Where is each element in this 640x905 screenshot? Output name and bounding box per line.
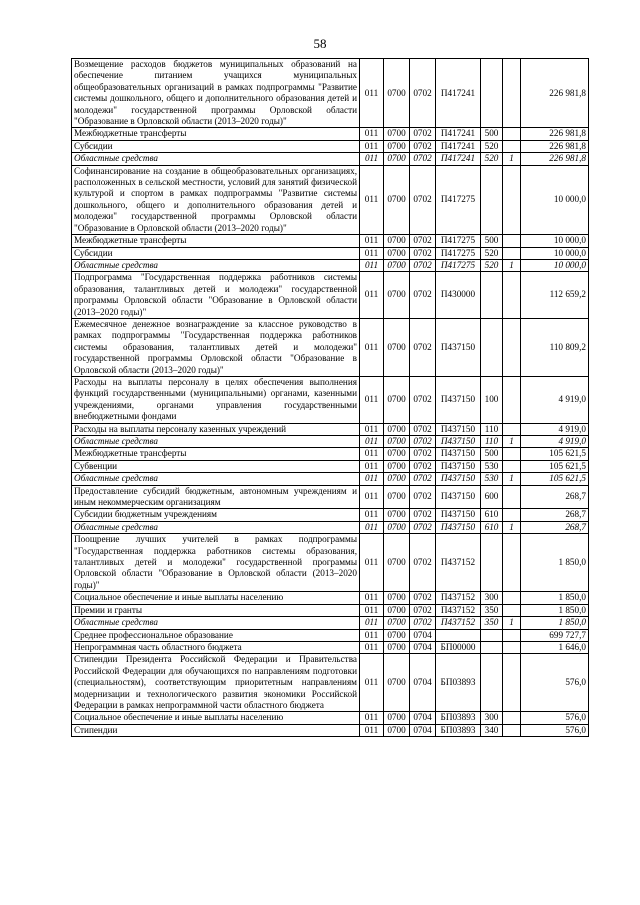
row-target-code: П417241 [436, 140, 481, 152]
table-row [72, 604, 589, 616]
row-name: Межбюджетные трансферты [72, 235, 360, 247]
row-section-code: 0700 [384, 318, 410, 376]
row-name: Областные средства [72, 259, 360, 271]
row-subsection-code: 0702 [410, 423, 436, 435]
row-target-code: П437152 [436, 534, 481, 592]
row-section-code: 0700 [384, 712, 410, 724]
row-subsection-code: 0702 [410, 165, 436, 234]
row-name: Расходы на выплаты персоналу в целях обеспечения выполнения функций государственными (муниципальными) органами, казенными учреждениями, органами управления государственными внебюджетными фондами [72, 376, 360, 423]
row-section-code: 0700 [384, 604, 410, 616]
row-subsection-code: 0704 [410, 654, 436, 712]
row-target-code: П437150 [436, 423, 481, 435]
row-sub-element-code [503, 165, 521, 234]
row-grbs-code: 011 [360, 460, 384, 472]
row-subsection-code: 0704 [410, 629, 436, 641]
row-target-code: П437150 [436, 376, 481, 423]
row-target-code: П417275 [436, 259, 481, 271]
row-sub-element-code [503, 509, 521, 521]
row-amount: 226 981,8 [521, 128, 589, 140]
row-sub-element-code [503, 534, 521, 592]
row-subsection-code: 0702 [410, 272, 436, 319]
row-target-code [436, 629, 481, 641]
row-expense-type-code: 530 [481, 473, 503, 485]
table-row [72, 128, 589, 140]
row-subsection-code: 0702 [410, 509, 436, 521]
row-expense-type-code: 520 [481, 259, 503, 271]
row-target-code: П417241 [436, 59, 481, 128]
row-subsection-code: 0702 [410, 59, 436, 128]
table-row [72, 259, 589, 271]
row-expense-type-code: 300 [481, 592, 503, 604]
row-expense-type-code: 100 [481, 376, 503, 423]
row-name: Межбюджетные трансферты [72, 128, 360, 140]
row-subsection-code: 0702 [410, 521, 436, 533]
table-row [72, 592, 589, 604]
table-row [72, 165, 589, 234]
row-target-code: П437152 [436, 617, 481, 629]
row-name: Социальное обеспечение и иные выплаты населению [72, 712, 360, 724]
row-amount: 10 000,0 [521, 259, 589, 271]
table-row [72, 460, 589, 472]
row-name: Стипендии [72, 724, 360, 736]
row-section-code: 0700 [384, 592, 410, 604]
table-row [72, 473, 589, 485]
row-subsection-code: 0702 [410, 448, 436, 460]
row-target-code: П437150 [436, 448, 481, 460]
row-section-code: 0700 [384, 641, 410, 653]
table-row [72, 521, 589, 533]
row-grbs-code: 011 [360, 641, 384, 653]
row-name: Непрограммная часть областного бюджета [72, 641, 360, 653]
row-section-code: 0700 [384, 153, 410, 165]
row-target-code: БП03893 [436, 724, 481, 736]
row-amount: 105 621,5 [521, 448, 589, 460]
row-target-code: П437152 [436, 592, 481, 604]
row-grbs-code: 011 [360, 592, 384, 604]
row-section-code: 0700 [384, 235, 410, 247]
row-expense-type-code [481, 641, 503, 653]
table-row [72, 153, 589, 165]
page-number: 58 [313, 36, 327, 51]
row-sub-element-code [503, 448, 521, 460]
row-subsection-code: 0702 [410, 617, 436, 629]
row-sub-element-code [503, 140, 521, 152]
row-grbs-code: 011 [360, 509, 384, 521]
row-subsection-code: 0702 [410, 128, 436, 140]
row-amount: 1 850,0 [521, 604, 589, 616]
row-amount: 226 981,8 [521, 59, 589, 128]
row-section-code: 0700 [384, 724, 410, 736]
row-expense-type-code: 520 [481, 247, 503, 259]
row-name: Межбюджетные трансферты [72, 448, 360, 460]
row-amount: 10 000,0 [521, 247, 589, 259]
row-section-code: 0700 [384, 59, 410, 128]
row-name: Подпрограмма "Государственная поддержка работников системы образования, талантливых детей и молодежи" государственной программы Орловской области "Образование в Орловской области (2013–2020 годы)" [72, 272, 360, 319]
row-section-code: 0700 [384, 259, 410, 271]
row-subsection-code: 0702 [410, 140, 436, 152]
row-target-code: П417241 [436, 128, 481, 140]
row-grbs-code: 011 [360, 59, 384, 128]
row-sub-element-code: 1 [503, 153, 521, 165]
row-grbs-code: 011 [360, 423, 384, 435]
budget-table [71, 58, 589, 737]
row-section-code: 0700 [384, 485, 410, 509]
row-name: Возмещение расходов бюджетов муниципальных образований на обеспечение питанием учащихся муниципальных общеобразовательных организаций в рамках подпрограммы "Развитие системы дошкольного, общего и дополнительного образования детей и молодежи" государственной программы Орловской области "Образование в Орловской области (2013–2020 годы)" [72, 59, 360, 128]
row-name: Социальное обеспечение и иные выплаты населению [72, 592, 360, 604]
row-name: Поощрение лучших учителей в рамках подпрограммы "Государственная поддержка работников системы образования, талантливых детей и молодежи" государственной программы Орловской области "Образование в Орловской области (2013–2020 годы)" [72, 534, 360, 592]
row-subsection-code: 0702 [410, 318, 436, 376]
row-amount: 105 621,5 [521, 460, 589, 472]
row-amount: 4 919,0 [521, 376, 589, 423]
row-section-code: 0700 [384, 460, 410, 472]
row-section-code: 0700 [384, 521, 410, 533]
row-target-code: П430000 [436, 272, 481, 319]
table-row [72, 272, 589, 319]
row-target-code: П417241 [436, 153, 481, 165]
row-grbs-code: 011 [360, 436, 384, 448]
table-row [72, 448, 589, 460]
row-amount: 1 850,0 [521, 592, 589, 604]
row-target-code: БП00000 [436, 641, 481, 653]
row-section-code: 0700 [384, 534, 410, 592]
row-expense-type-code [481, 629, 503, 641]
row-grbs-code: 011 [360, 604, 384, 616]
row-section-code: 0700 [384, 423, 410, 435]
row-expense-type-code [481, 534, 503, 592]
row-grbs-code: 011 [360, 448, 384, 460]
row-expense-type-code: 610 [481, 509, 503, 521]
row-section-code: 0700 [384, 272, 410, 319]
row-grbs-code: 011 [360, 165, 384, 234]
row-grbs-code: 011 [360, 318, 384, 376]
row-grbs-code: 011 [360, 259, 384, 271]
row-subsection-code: 0702 [410, 485, 436, 509]
row-subsection-code: 0704 [410, 641, 436, 653]
row-expense-type-code: 110 [481, 436, 503, 448]
row-subsection-code: 0702 [410, 436, 436, 448]
row-section-code: 0700 [384, 436, 410, 448]
row-section-code: 0700 [384, 376, 410, 423]
row-name: Премии и гранты [72, 604, 360, 616]
row-name: Субсидии бюджетным учреждениям [72, 509, 360, 521]
row-expense-type-code: 600 [481, 485, 503, 509]
row-amount: 1 850,0 [521, 617, 589, 629]
row-sub-element-code [503, 629, 521, 641]
row-subsection-code: 0702 [410, 592, 436, 604]
row-sub-element-code [503, 724, 521, 736]
row-target-code: П417275 [436, 165, 481, 234]
row-sub-element-code [503, 592, 521, 604]
row-section-code: 0700 [384, 617, 410, 629]
row-subsection-code: 0702 [410, 259, 436, 271]
row-grbs-code: 011 [360, 534, 384, 592]
row-grbs-code: 011 [360, 140, 384, 152]
row-grbs-code: 011 [360, 724, 384, 736]
row-target-code: П417275 [436, 235, 481, 247]
row-subsection-code: 0702 [410, 376, 436, 423]
row-sub-element-code: 1 [503, 436, 521, 448]
row-name: Ежемесячное денежное вознаграждение за классное руководство в рамках подпрограммы "Государственная поддержка работников системы образования, талантливых детей и молодежи" государственной программы Орловской области "Образование в Орловской области (2013–2020 годы)" [72, 318, 360, 376]
table-row [72, 423, 589, 435]
table-row [72, 318, 589, 376]
row-sub-element-code: 1 [503, 617, 521, 629]
row-grbs-code: 011 [360, 485, 384, 509]
row-amount: 10 000,0 [521, 235, 589, 247]
row-amount: 268,7 [521, 521, 589, 533]
table-row [72, 140, 589, 152]
row-sub-element-code [503, 712, 521, 724]
row-sub-element-code: 1 [503, 259, 521, 271]
row-section-code: 0700 [384, 165, 410, 234]
row-sub-element-code [503, 128, 521, 140]
row-target-code: П437150 [436, 521, 481, 533]
row-name: Субвенции [72, 460, 360, 472]
row-amount: 268,7 [521, 485, 589, 509]
row-sub-element-code: 1 [503, 473, 521, 485]
row-amount: 226 981,8 [521, 140, 589, 152]
row-grbs-code: 011 [360, 617, 384, 629]
row-amount: 4 919,0 [521, 423, 589, 435]
row-expense-type-code: 300 [481, 712, 503, 724]
row-name: Областные средства [72, 521, 360, 533]
row-name: Стипендии Президента Российской Федерации и Правительства Российской Федерации для обучающихся по направлениям подготовки (специальностям), соответствующим приоритетным направлениям модернизации и технологического развития экономики Российской Федерации в рамках непрограммной части областного бюджета [72, 654, 360, 712]
row-target-code: П437152 [436, 604, 481, 616]
row-target-code: П437150 [436, 473, 481, 485]
row-target-code: П437150 [436, 509, 481, 521]
row-section-code: 0700 [384, 140, 410, 152]
row-grbs-code: 011 [360, 128, 384, 140]
row-amount: 112 659,2 [521, 272, 589, 319]
row-name: Областные средства [72, 436, 360, 448]
table-row [72, 59, 589, 128]
row-name: Областные средства [72, 617, 360, 629]
row-subsection-code: 0704 [410, 712, 436, 724]
table-row [72, 509, 589, 521]
row-amount: 576,0 [521, 654, 589, 712]
table-row [72, 617, 589, 629]
table-row [72, 235, 589, 247]
row-amount: 268,7 [521, 509, 589, 521]
row-name: Областные средства [72, 153, 360, 165]
row-name: Софинансирование на создание в общеобразовательных организациях, расположенных в сельской местности, условий для занятий физической культурой и спортом в рамках подпрограммы "Развитие системы дошкольного, общего и дополнительного образования детей и молодежи" государственной программы Орловской области "Образование в Орловской области (2013–2020 годы)" [72, 165, 360, 234]
table-row [72, 436, 589, 448]
row-expense-type-code: 340 [481, 724, 503, 736]
table-row [72, 247, 589, 259]
row-expense-type-code: 520 [481, 153, 503, 165]
row-subsection-code: 0702 [410, 534, 436, 592]
row-amount: 4 919,0 [521, 436, 589, 448]
row-amount: 699 727,7 [521, 629, 589, 641]
row-expense-type-code [481, 165, 503, 234]
row-sub-element-code [503, 485, 521, 509]
row-expense-type-code [481, 318, 503, 376]
row-name: Среднее профессиональное образование [72, 629, 360, 641]
row-sub-element-code [503, 423, 521, 435]
row-expense-type-code: 500 [481, 128, 503, 140]
table-row [72, 629, 589, 641]
row-expense-type-code: 500 [481, 235, 503, 247]
row-name: Расходы на выплаты персоналу казенных учреждений [72, 423, 360, 435]
row-name: Предоставление субсидий бюджетным, автономным учреждениям и иным некоммерческим организациям [72, 485, 360, 509]
row-subsection-code: 0702 [410, 153, 436, 165]
row-grbs-code: 011 [360, 235, 384, 247]
row-section-code: 0700 [384, 509, 410, 521]
row-sub-element-code [503, 604, 521, 616]
row-subsection-code: 0704 [410, 724, 436, 736]
table-row [72, 485, 589, 509]
row-sub-element-code [503, 235, 521, 247]
row-expense-type-code [481, 59, 503, 128]
row-expense-type-code: 350 [481, 604, 503, 616]
row-target-code: БП03893 [436, 654, 481, 712]
row-grbs-code: 011 [360, 712, 384, 724]
row-target-code: П437150 [436, 460, 481, 472]
row-subsection-code: 0702 [410, 473, 436, 485]
row-target-code: П437150 [436, 485, 481, 509]
row-target-code: П417275 [436, 247, 481, 259]
row-sub-element-code [503, 59, 521, 128]
row-section-code: 0700 [384, 654, 410, 712]
row-section-code: 0700 [384, 473, 410, 485]
row-amount: 1 850,0 [521, 534, 589, 592]
row-section-code: 0700 [384, 448, 410, 460]
row-expense-type-code: 530 [481, 460, 503, 472]
row-section-code: 0700 [384, 247, 410, 259]
row-grbs-code: 011 [360, 473, 384, 485]
row-section-code: 0700 [384, 629, 410, 641]
row-expense-type-code: 350 [481, 617, 503, 629]
row-target-code: П437150 [436, 436, 481, 448]
row-amount: 110 809,2 [521, 318, 589, 376]
row-amount: 226 981,8 [521, 153, 589, 165]
row-grbs-code: 011 [360, 654, 384, 712]
row-sub-element-code [503, 376, 521, 423]
row-amount: 576,0 [521, 724, 589, 736]
row-name: Субсидии [72, 247, 360, 259]
row-expense-type-code: 500 [481, 448, 503, 460]
table-row [72, 534, 589, 592]
row-expense-type-code [481, 654, 503, 712]
row-expense-type-code: 610 [481, 521, 503, 533]
row-subsection-code: 0702 [410, 235, 436, 247]
row-expense-type-code: 520 [481, 140, 503, 152]
row-sub-element-code: 1 [503, 521, 521, 533]
row-grbs-code: 011 [360, 376, 384, 423]
row-sub-element-code [503, 460, 521, 472]
row-sub-element-code [503, 247, 521, 259]
row-subsection-code: 0702 [410, 604, 436, 616]
row-target-code: БП03893 [436, 712, 481, 724]
row-name: Субсидии [72, 140, 360, 152]
row-grbs-code: 011 [360, 272, 384, 319]
row-grbs-code: 011 [360, 521, 384, 533]
row-sub-element-code [503, 272, 521, 319]
row-sub-element-code [503, 641, 521, 653]
row-grbs-code: 011 [360, 153, 384, 165]
row-amount: 576,0 [521, 712, 589, 724]
row-target-code: П437150 [436, 318, 481, 376]
row-section-code: 0700 [384, 128, 410, 140]
table-row [72, 724, 589, 736]
row-amount: 1 646,0 [521, 641, 589, 653]
row-amount: 10 000,0 [521, 165, 589, 234]
table-row [72, 641, 589, 653]
table-row [72, 376, 589, 423]
row-expense-type-code [481, 272, 503, 319]
table-row [72, 712, 589, 724]
row-name: Областные средства [72, 473, 360, 485]
row-sub-element-code [503, 318, 521, 376]
row-grbs-code: 011 [360, 247, 384, 259]
row-subsection-code: 0702 [410, 460, 436, 472]
row-grbs-code: 011 [360, 629, 384, 641]
row-expense-type-code: 110 [481, 423, 503, 435]
row-amount: 105 621,5 [521, 473, 589, 485]
row-sub-element-code [503, 654, 521, 712]
table-row [72, 654, 589, 712]
row-subsection-code: 0702 [410, 247, 436, 259]
